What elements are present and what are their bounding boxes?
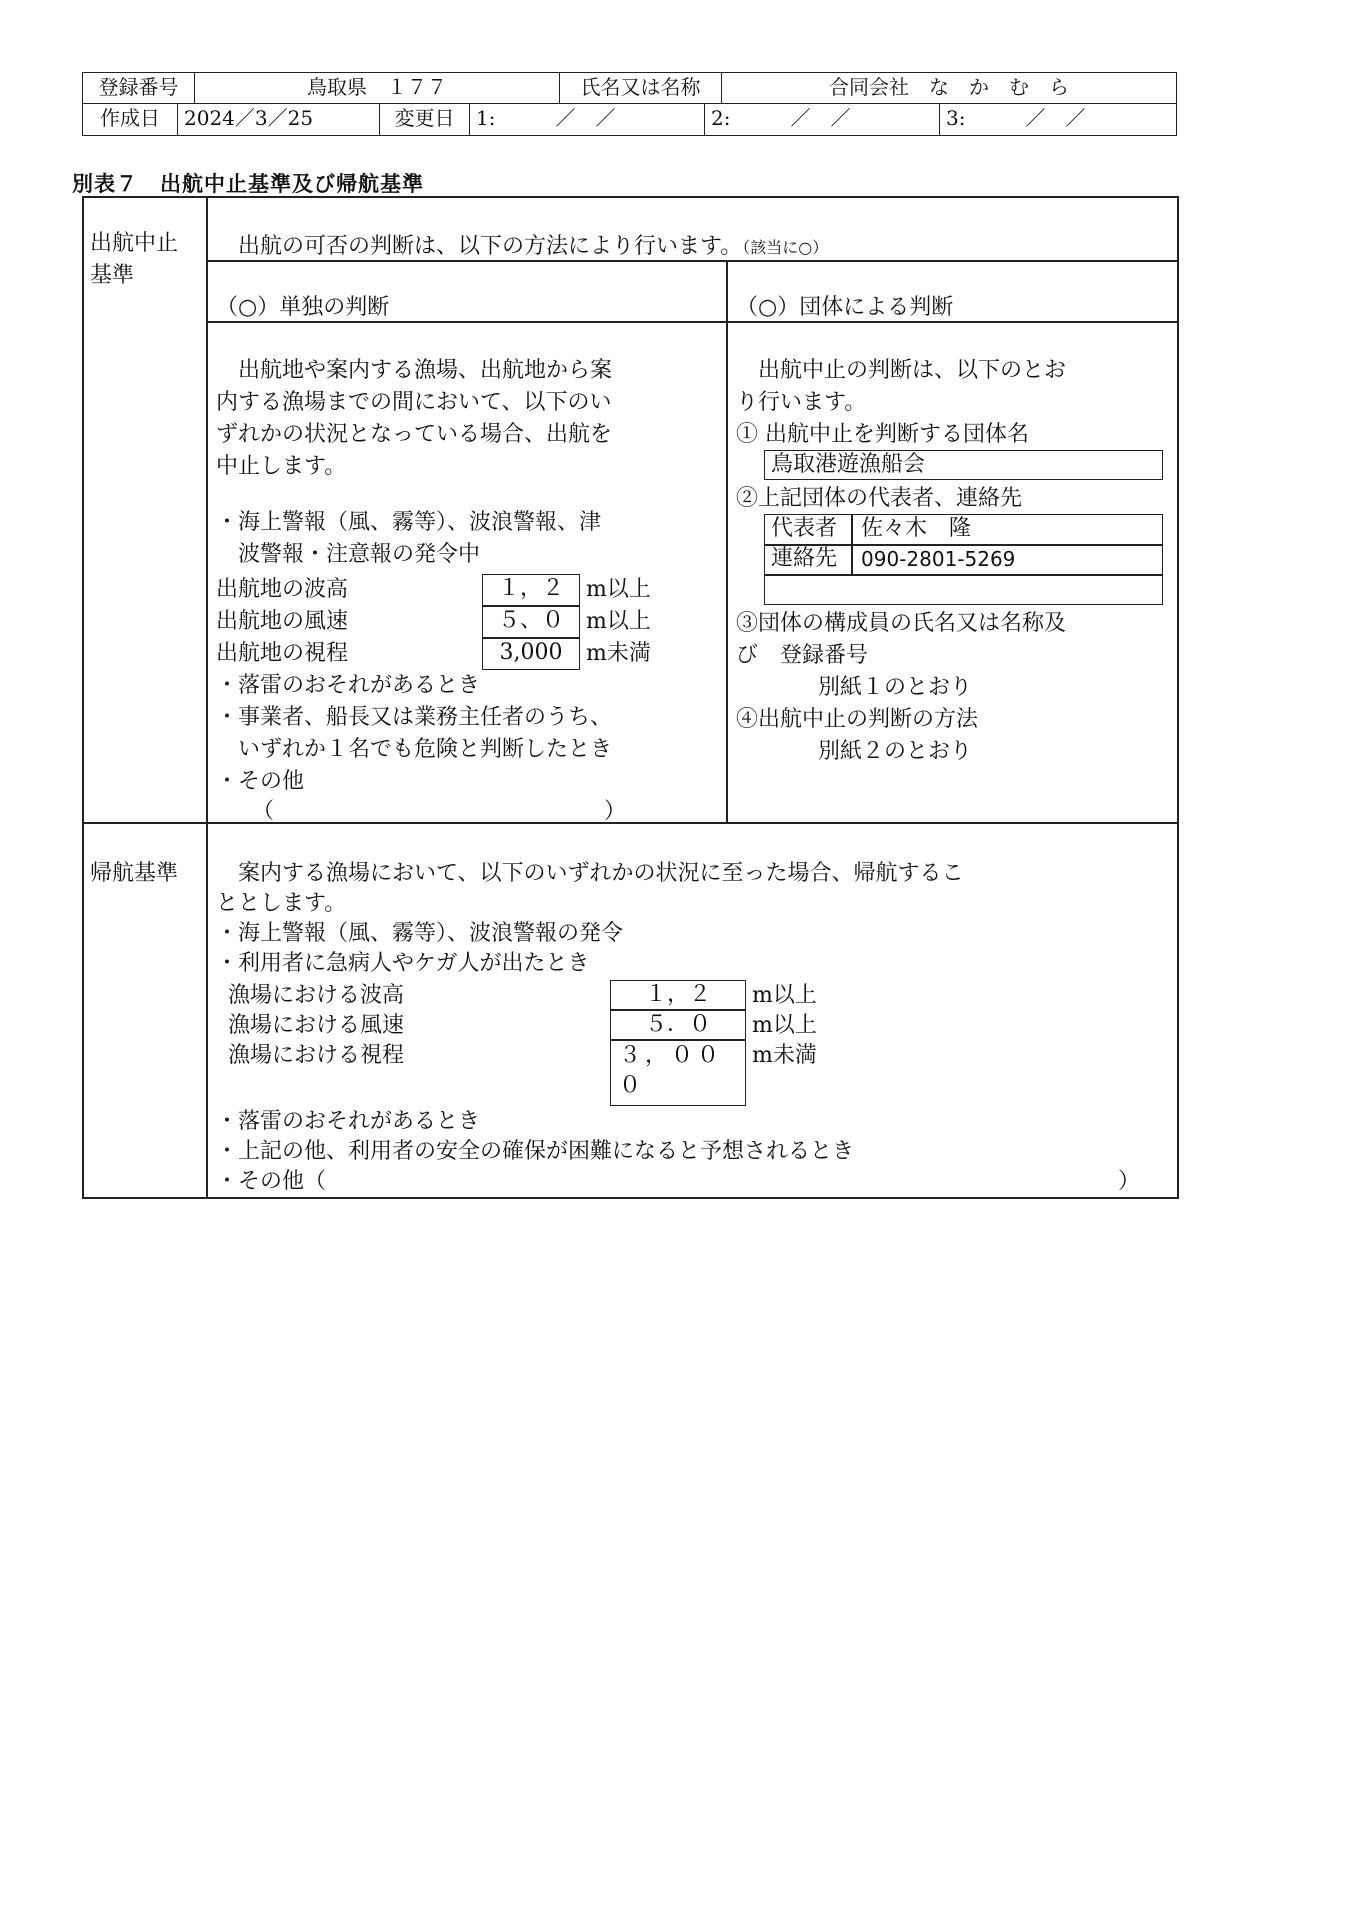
return-wave-label: 漁場における波高	[228, 983, 405, 1008]
rep-value: 佐々木 隆	[861, 516, 972, 541]
single-vis-unit: m未満	[586, 641, 651, 666]
rep-label: 代表者	[771, 516, 838, 541]
single-other-paren-open: （	[252, 799, 275, 824]
return-bullet-warning: ・海上警報（風、霧等）、波浪警報の発令	[216, 921, 624, 946]
group-judgment-header: （○）団体による判断	[736, 295, 954, 320]
single-bullet-danger-cont: いずれか１名でも危険と判断したとき	[216, 737, 613, 762]
single-vis-value: 3,000	[482, 638, 580, 670]
change-2: 2: ／ ／	[705, 104, 940, 135]
single-bullet-warning-cont: 波警報・注意報の発令中	[216, 542, 481, 567]
created-value: 2024／3／25	[178, 104, 380, 135]
return-bullet-lightning: ・落雷のおそれがあるとき	[216, 1109, 481, 1134]
return-bullet-injury: ・利用者に急病人やケガ人が出たとき	[216, 951, 590, 976]
cancel-intro-note: （該当に○）	[742, 238, 829, 257]
group-rep-table	[764, 514, 1163, 605]
group-item-2: ②上記団体の代表者、連絡先	[736, 486, 1023, 511]
cancel-label-line1: 出航中止	[90, 231, 179, 256]
return-wave-value: １，２	[610, 980, 746, 1010]
single-para-line: 内する漁場までの間において、以下のい	[216, 390, 612, 415]
single-para-line: 出航地や案内する漁場、出航地から案	[216, 358, 613, 383]
single-wave-value: １，２	[482, 574, 580, 606]
group-item-4: ④出航中止の判断の方法	[736, 707, 979, 732]
return-wind-value: ５．０	[610, 1010, 746, 1040]
return-vis-value: ３，０００	[610, 1040, 746, 1106]
return-para-cont: ととします。	[216, 891, 347, 916]
single-wind-unit: m以上	[586, 609, 651, 634]
reg-no-value: 鳥取県 １７７	[195, 73, 560, 104]
name-value: 合同会社 な か む ら	[722, 73, 1176, 104]
return-wind-unit: m以上	[752, 1013, 817, 1038]
contact-value: 090-2801-5269	[861, 547, 1016, 571]
return-wave-unit: m以上	[752, 983, 817, 1008]
cancel-intro: 出航の可否の判断は、以下の方法により行います。（該当に○）	[238, 234, 829, 259]
return-vis-unit: m未満	[752, 1043, 817, 1068]
single-bullet-warning: ・海上警報（風、霧等）、波浪警報、津	[216, 510, 602, 535]
group-para-line: 出航中止の判断は、以下のとお	[736, 358, 1067, 383]
return-bullet-safety: ・上記の他、利用者の安全の確保が困難になると予想されるとき	[216, 1139, 855, 1164]
header-table	[82, 72, 1177, 136]
reg-no-label: 登録番号	[83, 73, 195, 104]
group-item-1: ① 出航中止を判断する団体名	[736, 422, 1029, 447]
group-para-line: り行います。	[736, 390, 867, 415]
changed-label: 変更日	[380, 104, 470, 135]
return-wind-label: 漁場における風速	[228, 1013, 405, 1038]
single-para-line: 中止します。	[216, 454, 347, 479]
group-org-name: 鳥取港遊漁船会	[764, 450, 1163, 480]
single-other-paren-close: ）	[604, 799, 627, 824]
return-label: 帰航基準	[90, 861, 179, 886]
single-bullet-lightning: ・落雷のおそれがあるとき	[216, 673, 481, 698]
single-wave-label: 出航地の波高	[216, 577, 349, 602]
name-label: 氏名又は名称	[560, 73, 722, 104]
contact-label: 連絡先	[771, 546, 838, 571]
single-wind-label: 出航地の風速	[216, 609, 349, 634]
return-bullet-other: ・その他（	[216, 1169, 327, 1194]
single-wave-unit: m以上	[586, 577, 651, 602]
group-item-3-cont: び 登録番号	[736, 643, 869, 668]
group-item-4-detail: 別紙２のとおり	[818, 739, 973, 764]
single-bullet-other: ・その他	[216, 769, 305, 794]
section-title: 別表７ 出航中止基準及び帰航基準	[72, 172, 424, 196]
single-wind-value: ５、０	[482, 606, 580, 638]
cancel-label-line2: 基準	[90, 263, 135, 288]
group-item-3-detail: 別紙１のとおり	[818, 675, 973, 700]
return-para: 案内する漁場において、以下のいずれかの状況に至った場合、帰航するこ	[216, 861, 964, 886]
created-label: 作成日	[83, 104, 178, 135]
group-item-3: ③団体の構成員の氏名又は名称及	[736, 611, 1067, 636]
change-3: 3: ／ ／	[946, 106, 1086, 130]
return-bullet-other-close: ）	[1118, 1169, 1141, 1194]
single-vis-label: 出航地の視程	[216, 641, 349, 666]
single-para-line: ずれかの状況となっている場合、出航を	[216, 422, 613, 447]
single-judgment-header: （○）単独の判断	[216, 295, 390, 320]
return-vis-label: 漁場における視程	[228, 1043, 405, 1068]
single-bullet-danger: ・事業者、船長又は業務主任者のうち、	[216, 705, 613, 730]
change-1: 1: ／ ／	[470, 104, 705, 135]
